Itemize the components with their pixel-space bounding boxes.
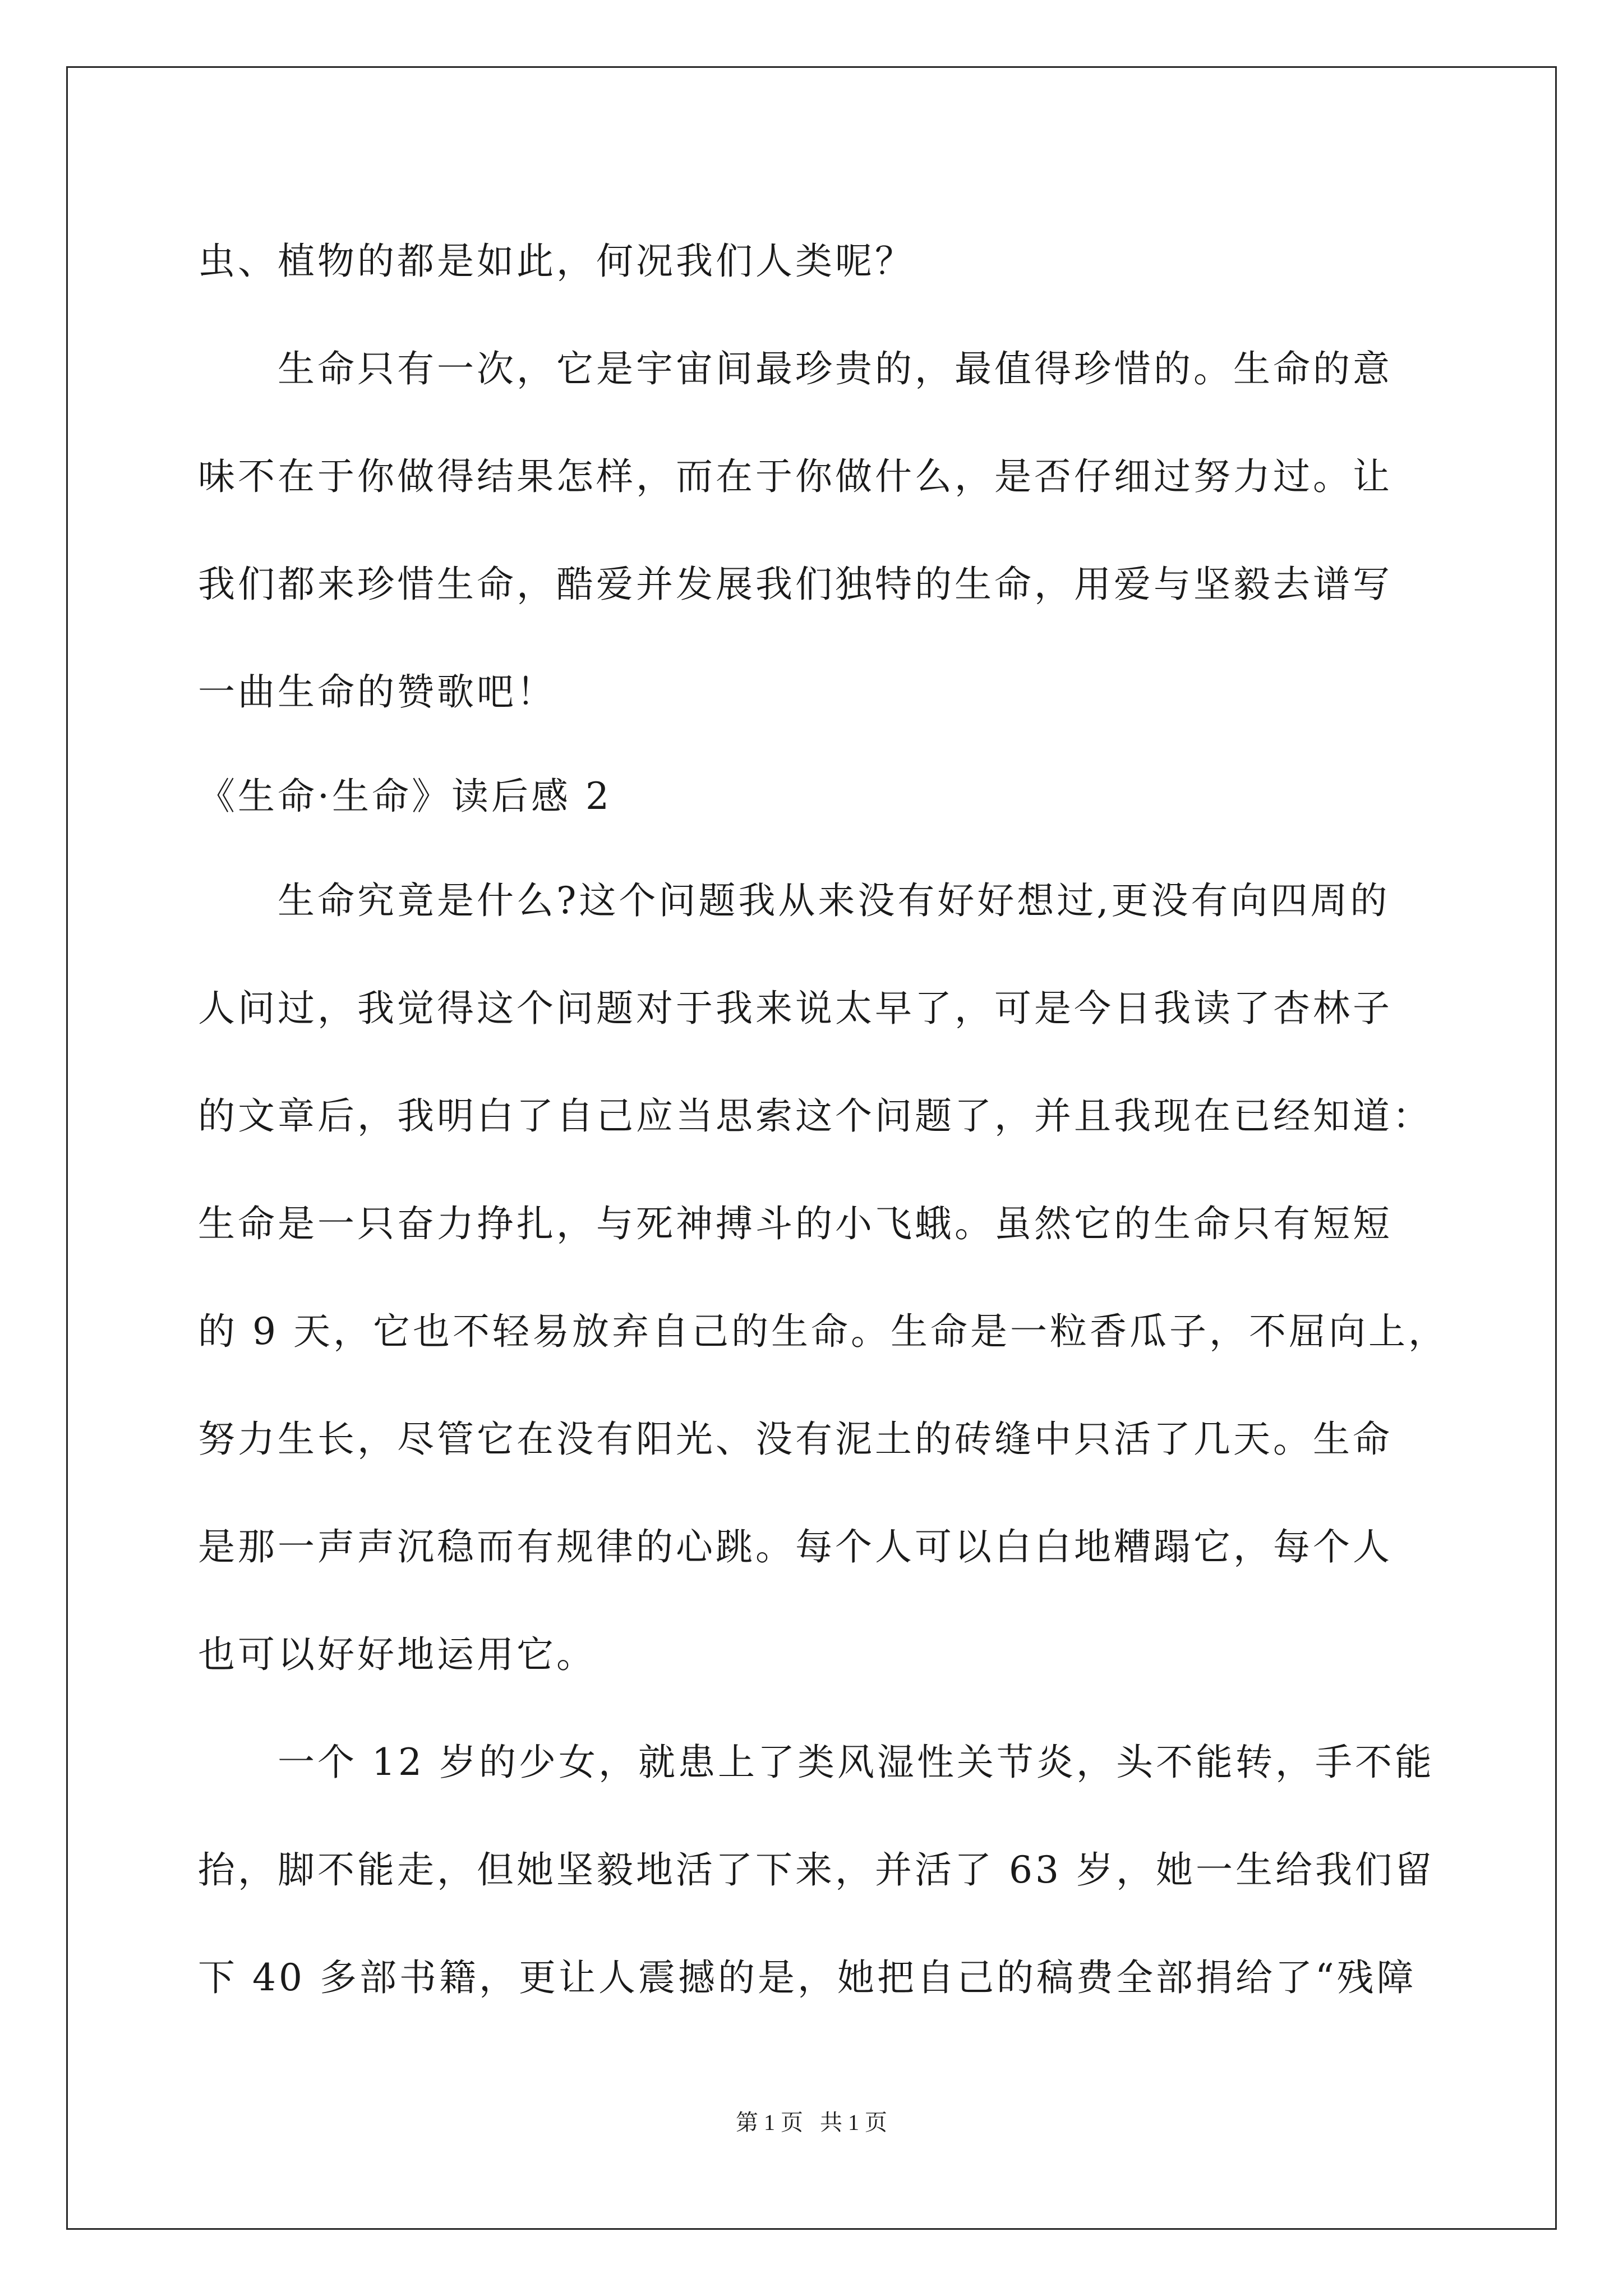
document-body <box>198 208 1448 2032</box>
text-line: 下 40 多部书籍，更让人震撼的是，她把自己的稿费全部捐给了“残障 <box>198 1956 1417 1999</box>
text-line: 努力生长，尽管它在没有阳光、没有泥土的砖缝中只活了几天。生命 <box>198 1418 1393 1461</box>
text-line: 味不在于你做得结果怎样，而在于你做什么，是否仔细过努力过。让 <box>198 455 1393 498</box>
text-line: 也可以好好地运用它。 <box>198 1633 596 1676</box>
page-number: 第 1 页 <box>736 2110 803 2135</box>
text-line: 虫、植物的都是如此，何况我们人类呢？ <box>198 240 915 283</box>
text-line: 生命究竟是什么?这个问题我从来没有好好想过,更没有向四周的 <box>198 879 1390 922</box>
text-line: 人问过，我觉得这个问题对于我来说太早了，可是今日我读了杏林子 <box>198 987 1393 1030</box>
text-line: 生命是一只奋力挣扎，与死神搏斗的小飞蛾。虽然它的生命只有短短 <box>198 1202 1393 1245</box>
text-line: 一曲生命的赞歌吧！ <box>198 670 556 714</box>
page-footer <box>0 2106 1623 2139</box>
text-line: 的文章后，我明白了自己应当思索这个问题了，并且我现在已经知道： <box>198 1094 1432 1138</box>
text-line: 我们都来珍惜生命，酷爱并发展我们独特的生命，用爱与坚毅去谱写 <box>198 563 1393 606</box>
page-total: 共 1 页 <box>820 2110 887 2135</box>
text-line: 一个 12 岁的少女，就患上了类风湿性关节炎，头不能转，手不能 <box>198 1741 1435 1784</box>
text-line: 抬，脚不能走，但她坚毅地活了下来，并活了 63 岁，她一生给我们留 <box>198 1848 1435 1892</box>
text-line: 的 9 天，它也不轻易放弃自己的生命。生命是一粒香瓜子，不屈向上， <box>198 1310 1448 1353</box>
text-line: 是那一声声沉稳而有规律的心跳。每个人可以白白地糟蹋它，每个人 <box>198 1525 1393 1568</box>
section-title: 《生命·生命》读后感 2 <box>198 775 612 818</box>
text-line: 生命只有一次，它是宇宙间最珍贵的，最值得珍惜的。生命的意 <box>198 347 1393 390</box>
